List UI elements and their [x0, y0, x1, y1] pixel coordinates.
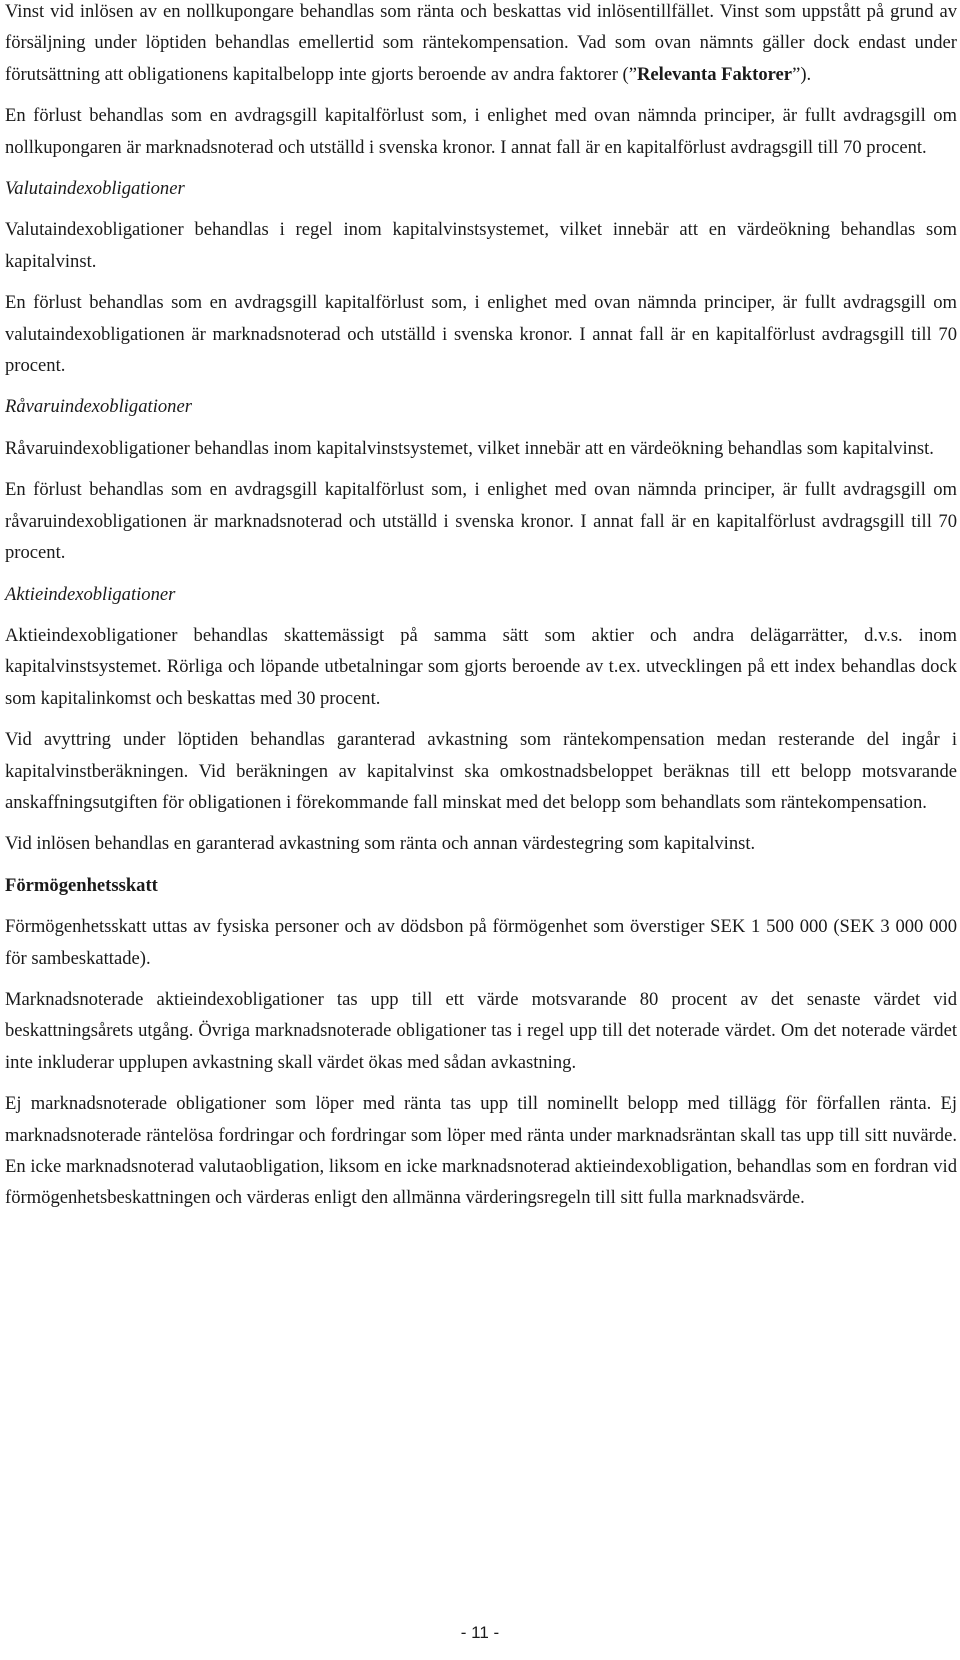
page-number: - 11 -	[460, 1623, 500, 1642]
paragraph-formogenhetsskatt-noterade: Marknadsnoterade aktieindexobligationer tas upp till ett värde motsvarande 80 procent av det senaste värdet vid beskattningsårets utgång. Övriga marknadsnoterade obligationer tas i regel upp till det noterade värdet. Om det noterade värdet inte inkluderar upplupen avkastning skall värdet ökas med sådan avkastning.	[5, 988, 957, 1073]
paragraph-nollkupong-forlust: En förlust behandlas som en avdragsgill kapitalförlust som, i enlighet med ovan nämnda principer, är fullt avdragsgill om nollkupongaren är marknadsnoterad och utställd i svenska kronor. I annat fall är en kapitalförlust avdragsgill till 70 procent.	[5, 105, 957, 158]
paragraph-text: Vinst vid inlösen av en nollkupongare behandlas som ränta och beskattas vid inlösentillfället. Vinst som uppstått på grund av försäljning under löptiden behandlas emellertid som räntekompensation. Vad som ovan nämnts gäller dock endast under förutsättning att obligationens kapitalbelopp inte gjorts beroende av andra faktorer (”	[5, 1, 957, 85]
subheading-aktieindex: Aktieindexobligationer	[5, 583, 176, 605]
paragraph-aktieindex-beskattning: Aktieindexobligationer behandlas skattemässigt på samma sätt som aktier och andra delägarrätter, d.v.s. inom kapitalvinstsystemet. Rörliga och löpande utbetalningar som gjorts beroende av t.ex. utvecklingen på ett index behandlas dock som kapitalinkomst och beskattas med 30 procent.	[5, 624, 957, 709]
paragraph-formogenhetsskatt-ej-noterade: Ej marknadsnoterade obligationer som löper med ränta tas upp till nominellt belopp med tillägg för förfallen ränta. Ej marknadsnoterade räntelösa fordringar och fordringar som löper med ränta under marknadsräntan skall tas upp till sitt nuvärde. En icke marknadsnoterad valutaobligation, liksom en icke marknadsnoterad aktieindexobligation, behandlas som en fordran vid förmögenhetsbeskattningen och värderas enligt den allmänna värderingsregeln till sitt fulla marknadsvärde.	[5, 1093, 957, 1209]
subheading-valutaindex: Valutaindexobligationer	[5, 178, 185, 200]
paragraph-valutaindex-forlust: En förlust behandlas som en avdragsgill kapitalförlust som, i enlighet med ovan nämnda principer, är fullt avdragsgill om valutaindexobligationen är marknadsnoterad och utställd i svenska kronor. I annat fall är en kapitalförlust avdragsgill till 70 procent.	[5, 292, 957, 377]
paragraph-text: ”).	[792, 63, 812, 85]
document-page	[5, 0, 957, 1224]
paragraph-ravaruindex-vinst: Råvaruindexobligationer behandlas inom kapitalvinstsystemet, vilket innebär att en värdeökning behandlas som kapitalvinst.	[5, 437, 934, 459]
paragraph-aktieindex-avyttring: Vid avyttring under löptiden behandlas garanterad avkastning som räntekompensation medan resterande del ingår i kapitalvinstberäkningen. Vid beräkningen av kapitalvinst ska omkostnadsbeloppet beräknas till ett belopp motsvarande anskaffningsutgiften för obligationen i förekommande fall minskat med det belopp som behandlats som räntekompensation.	[5, 729, 957, 813]
paragraph-ravaruindex-forlust: En förlust behandlas som en avdragsgill kapitalförlust som, i enlighet med ovan nämnda principer, är fullt avdragsgill om råvaruindexobligationen är marknadsnoterad och utställd i svenska kronor. I annat fall är en kapitalförlust avdragsgill till 70 procent.	[5, 479, 957, 564]
paragraph-aktieindex-inlosen: Vid inlösen behandlas en garanterad avkastning som ränta och annan värdestegring som kapitalvinst.	[5, 833, 756, 855]
section-heading-formogenhetsskatt: Förmögenhetsskatt	[5, 874, 158, 896]
paragraph-valutaindex-vinst: Valutaindexobligationer behandlas i regel inom kapitalvinstsystemet, vilket innebär att en värdeökning behandlas som kapitalvinst.	[5, 219, 957, 272]
defined-term: Relevanta Faktorer	[636, 63, 793, 85]
subheading-ravaruindex: Råvaruindexobligationer	[5, 396, 192, 418]
paragraph-formogenhetsskatt-grans: Förmögenhetsskatt uttas av fysiska personer och av dödsbon på förmögenhet som överstiger SEK 1 500 000 (SEK 3 000 000 för sambeskattade).	[5, 916, 957, 969]
paragraph-nollkupong-vinst	[5, 0, 957, 90]
